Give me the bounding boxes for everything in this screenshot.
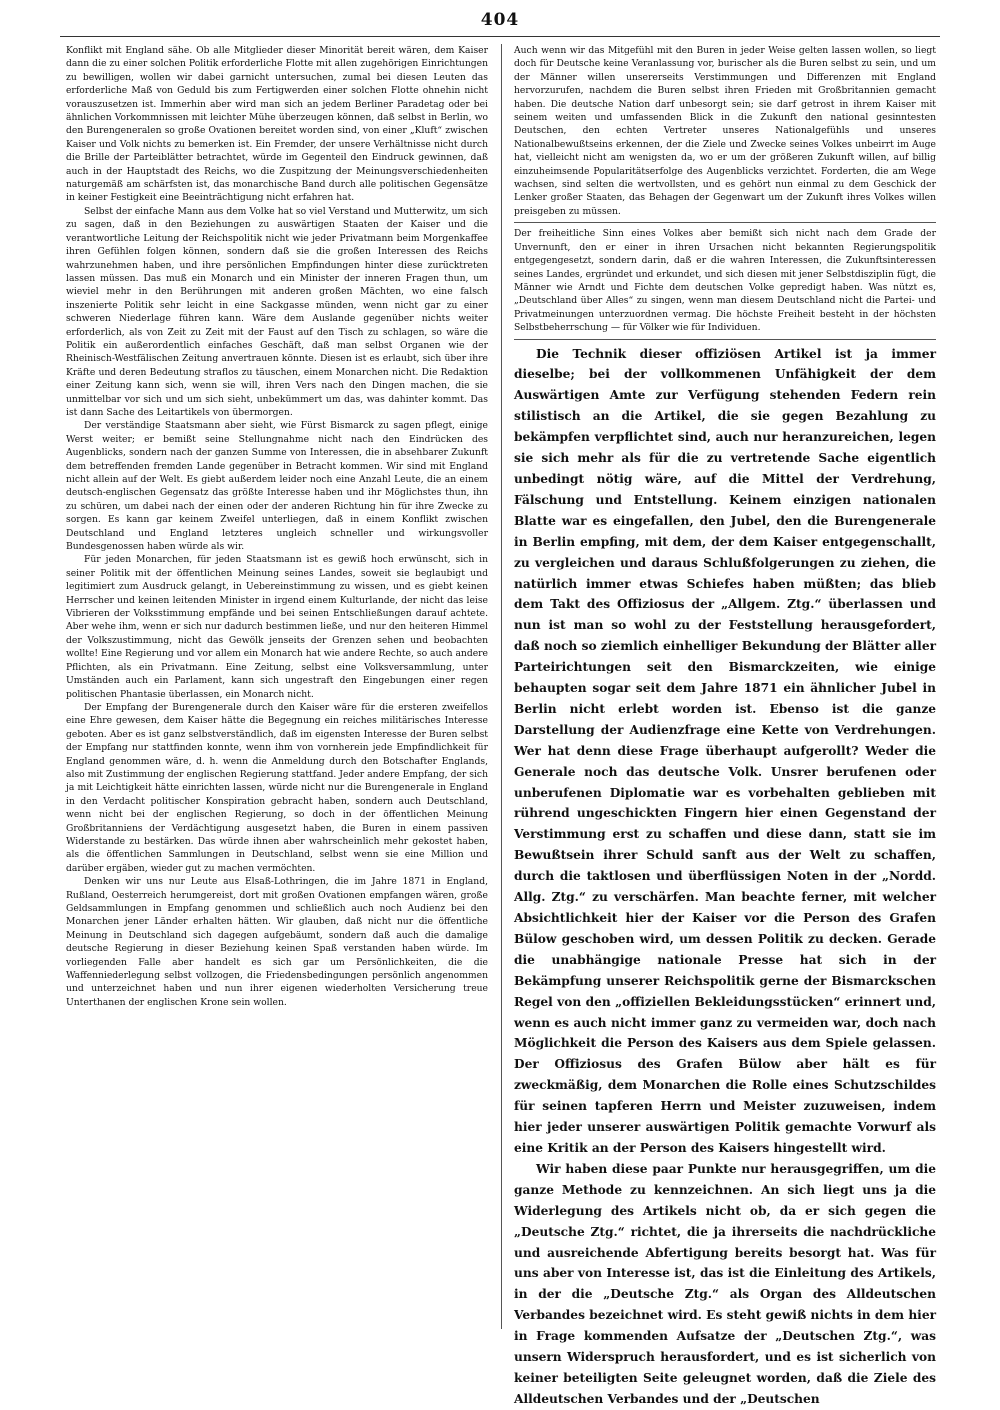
left-paragraph-6: Denken wir uns nur Leute aus Elsaß-Lothringen, die im Jahre 1871 in England, Rußland, Oesterreich herumgereist, dort mit großen Ovationen empfangen wären, große Geldsammlungen in Empfang genommen und schließlich auch noch Audienz bei den Monarchen jener Länder erhalten hätten. Wir glauben, daß nicht nur die öffentliche Meinung in Deutschland sich dagegen aufgebäumt, sondern daß auch die damalige deutsche Regierung in dieser Beziehung keinen Spaß verstanden haben würde. Im vorliegenden Falle aber handelt es sich gar um Persönlichkeiten, die die Waffenniederlegung selbst vollzogen, die Friedensbedingungen persönlich angenommen und unterzeichnet haben und nun ihrer eigenen wiederholten Versicherung treue Unterthanen der englischen Krone sein wollen. <box>66 876 488 1008</box>
left-paragraph-4: Für jeden Monarchen, für jeden Staatsmann ist es gewiß hoch erwünscht, sich in seiner Politik mit der öffentlichen Meinung seines Landes, soweit sie beglaubigt und legitimiert zum Ausdruck gelangt, in Uebereinstimmung zu wissen, und es giebt keinen Herrscher und keinen leitenden Minister in irgend einem Kulturlande, der nicht das leise Vibrieren der Volksstimmung empfände und bei seinen Entschließungen darauf achtete. Aber wehe ihm, wenn er sich nur dadurch bestimmen ließe, und nur den heiteren Himmel der Volkszustimmung, nicht das Gewölk jenseits der Grenzen sehen und beobachten wollte! Eine Regierung und vor allem ein Monarch hat wie andere Rechte, so auch andere Pflichten, als ein Privatmann. Eine Zeitung, selbst eine Volksversammlung, unter Umständen auch ein Parlament, kann sich ungestraft den Eingebungen einer regen politischen Phantasie überlassen, ein Monarch nicht. <box>66 554 488 700</box>
right-small-paragraph-2: Der freiheitliche Sinn eines Volkes aber bemißt sich nicht nach dem Grade der Unvernunft, den er einer in ihren Ursachen nicht bekannten Regierungspolitik entgegengesetzt, sondern darin, daß er die wahren Interessen, die Zukunftsinteressen seines Landes, ergründet und erkundet, und sich diesen mit jener Selbstdisziplin fügt, die Männer wie Arndt und Fichte dem deutschen Volke gepredigt haben. Was nützt es, „Deutschland über Alles“ zu singen, wenn man diesem Deutschland nicht die Partei- und Privatmeinungen unterzuordnen vermag. Die höchste Freiheit besteht in der höchsten Selbstbeherrschung — für Völker wie für Individuen. <box>514 228 936 334</box>
right-column <box>514 44 936 1406</box>
right-small-paragraph-1: Auch wenn wir das Mitgefühl mit den Buren in jeder Weise gelten lassen wollen, so liegt doch für Deutsche keine Veranlassung vor, burischer als die Buren selbst zu sein, und um der Männer willen unsererseits Verstimmungen und Differenzen mit England hervorzurufen, nachdem die Buren selbst ihren Frieden mit Großbritannien gemacht haben. Die deutsche Nation darf unbesorgt sein; sie darf getrost in ihrem Kaiser mit seinem weiten und umfassenden Blick in die Zukunft den national gesinntesten Deutschen, den echten Vertreter unseres Nationalgefühls und unseres Nationalbewußtseins erkennen, der die Ziele und Zwecke seines Volkes unbeirrt im Auge hat, vielleicht nicht am wenigsten da, wo er um der größeren Zukunft willen, auf billig einzuheimsende Popularitätserfolge des Augenblicks verzichtet. Forderten, die am Wege wachsen, sind selten die wertvollsten, und es gehört nun einmal zu dem Geschick der Lenker großer Staaten, das Behagen der Gegenwart um der Zukunft ihres Volkes willen preisgeben zu müssen. <box>514 45 936 217</box>
header-rule <box>60 36 940 37</box>
right-large-paragraph-1: Die Technik dieser offiziösen Artikel ist ja immer dieselbe; bei der vollkommenen Unfähigkeit der dem Auswärtigen Amte zur Verfügung stehenden Federn rein stilistisch an die Artikel, die sie gegen Bezahlung zu bekämpfen verpflichtet sind, auch nur heranzureichen, legen sie sich mehr als für die zu vertretende Sache eigentlich unbedingt nötig wäre, auf die Mittel der Verdrehung, Fälschung und Entstellung. Keinem einzigen nationalen Blatte war es eingefallen, den Jubel, den die Burengenerale in Berlin empfing, mit dem, der dem Kaiser entgegenschallt, zu vergleichen und daraus Schlußfolgerungen zu ziehen, die natürlich immer etwas Schiefes haben müßten; das blieb dem Takt des Offiziosus der „Allgem. Ztg.“ überlassen und nun ist man so wohl zu der Feststellung herausgefordert, daß noch so ziemlich einhelliger Bekundung der Blätter aller Parteirichtungen seit den Bismarckzeiten, wie einige behaupten sogar seit dem Jahre 1871 ein ähnlicher Jubel in Berlin nicht erlebt worden ist. Ebenso ist die ganze Darstellung der Audienzfrage eine Kette von Verdrehungen. Wer hat denn diese Frage überhaupt aufgerollt? Weder die Generale noch das deutsche Volk. Unsrer berufenen oder unberufenen Diplomatie war es vorbehalten geblieben mit rührend ungeschickten Fingern hier einen Gegenstand der Verstimmung erst zu schaffen und diese dann, statt sie im Bewußtsein ihrer Schuld sanft aus der Welt zu schaffen, durch die taktlosen und überflüssigen Noten in der „Nordd. Allg. Ztg.“ zu verschärfen. Man beachte ferner, mit welcher Absichtlichkeit hier der Kaiser vor die Person des Grafen Bülow geschoben wird, um dessen Politik zu decken. Gerade die unabhängige nationale Presse hat sich in der Bekämpfung unserer Reichspolitik gerne der Bismarckschen Regel von den „offiziellen Bekleidungsstücken“ erinnert und, wenn es auch nicht immer ganz zu vermeiden war, doch nach Möglichkeit die Person des Kaisers aus dem Spiele gelassen. Der Offiziosus des Grafen Bülow aber hält es für zweckmäßig, dem Monarchen die Rolle eines Schutzschildes für seinen tapferen Herrn und Meister zuzuweisen, indem hier jeder unserer auswärtigen Politik gemachte Vorwurf als eine Kritik an der Person des Kaisers hingestellt wird. <box>514 346 936 1155</box>
left-paragraph-5: Der Empfang der Burengenerale durch den Kaiser wäre für die ersteren zweifellos eine Ehre gewesen, dem Kaiser hätte die Begegnung ein reiches militärisches Interesse geboten. Aber es ist ganz selbstverständlich, daß im eigensten Interesse der Buren selbst der Empfang nur stattfinden konnte, wenn ihm von vornherein jede Empfindlichkeit für England genommen wäre, d. h. wenn die Anmeldung durch den Botschafter Englands, also mit Zustimmung der englischen Regierung stattfand. Jeder andere Empfang, der sich ja mit Leichtigkeit hätte einrichten lassen, würde nicht nur die Burengenerale in England in den Verdacht politischer Konspiration gebracht haben, sondern auch Deutschland, wenn nicht bei der englischen Regierung, so doch in der öffentlichen Meinung Großbritanniens der Verdächtigung ausgesetzt haben, die Buren in einem passiven Widerstande zu bestärken. Das würde ihnen aber wahrscheinlich mehr gekostet haben, als die öffentlichen Sammlungen in Deutschland, selbst wenn sie eine Million und darüber ergäben, wieder gut zu machen vermöchten. <box>66 701 488 874</box>
left-column <box>66 44 488 1329</box>
column-divider <box>501 44 502 1329</box>
left-paragraph-1: Konflikt mit England sähe. Ob alle Mitglieder dieser Minorität bereit wären, dem Kaiser dann die zu einer solchen Politik erforderliche Flotte mit allen zugehörigen Einrichtungen zu bewilligen, wollen wir dabei garnicht untersuchen, zumal bei diesen Leuten das erforderliche Maß von Geduld bis zum Fertigwerden einer solchen Flotte ohnehin nicht vorauszusetzen ist. Immerhin aber wird man sich an jedem Berliner Paradetag oder bei ähnlichen Vorkommnissen mit leichter Mühe überzeugen können, daß selbst in Berlin, wo den Burengeneralen so große Ovationen bereitet worden sind, von einer „Kluft“ zwischen Kaiser und Volk nichts zu bemerken ist. Ein Fremder, der unsere Verhältnisse nicht durch die Brille der Parteiblätter betrachtet, würde im Gegenteil den Eindruck gewinnen, daß auch in der Hauptstadt des Reichs, wo die Zuspitzung der Meinungsverschiedenheiten naturgemäß am schärfsten ist, das monarchische Band durch alle politischen Gegensätze in keiner Festigkeit eine Beeinträchtigung nicht erfahren hat. <box>66 45 488 204</box>
section-rule-2 <box>514 339 936 340</box>
left-paragraph-2: Selbst der einfache Mann aus dem Volke hat so viel Verstand und Mutterwitz, um sich zu sagen, daß in den Beziehungen zu auswärtigen Staaten der Kaiser und die verantwortliche Leitung der Reichspolitik nicht wie jeder Privatmann beim Morgenkaffee ihren Gefühlen folgen können, sondern daß sie die großen Interessen des Reichs wahrzunehmen haben, und ihre persönlichen Empfindungen hinter diese zurücktreten lassen müssen. Das muß ein Monarch und ein Minister der inneren Fragen thun, um wieviel mehr in den Berührungen mit anderen großen Mächten, wo eine falsch inszenierte Politik sehr leicht in eine Sackgasse münden, wenn nicht gar zu einer schweren Niederlage führen kann. Wäre dem Auslande gegenüber nichts weiter erforderlich, als von Zeit zu Zeit mit der Faust auf den Tisch zu schlagen, so wäre die Politik ein außerordentlich einfaches Geschäft, daß man selbst Organen wie der Rheinisch-Westfälischen Zeitung anvertrauen könnte. Diesen ist es erlaubt, sich über ihre Kräfte und deren Bedeutung straflos zu täuschen, einem Monarchen nicht. Die Redaktion einer Zeitung kann sich, wenn sie will, ihren Vers nach den Dingen machen, die sie unmittelbar vor sich und um sich sieht, unbekümmert um das, was dahinter kommt. Das ist dann Sache des Leitartikels von übermorgen. <box>66 205 488 418</box>
right-large-paragraph-2: Wir haben diese paar Punkte nur herausgegriffen, um die ganze Methode zu kennzeichnen. An sich liegt uns ja die Widerlegung des Artikels nicht ob, da er sich gegen die „Deutsche Ztg.“ richtet, die ja ihrerseits die nachdrückliche und ausreichende Abfertigung bereits besorgt hat. Was für uns aber von Interesse ist, das ist die Einleitung des Artikels, in der die „Deutsche Ztg.“ als Organ des Alldeutschen Verbandes bezeichnet wird. Es steht gewiß nichts in dem hier in Frage kommenden Aufsatze der „Deutschen Ztg.“, was unsern Widerspruch herausfordert, und es ist sicherlich von keiner beteiligten Seite geleugnet worden, daß die Ziele des Alldeutschen Verbandes und der „Deutschen <box>514 1161 936 1406</box>
section-rule <box>514 222 936 223</box>
left-paragraph-3: Der verständige Staatsmann aber sieht, wie Fürst Bismarck zu sagen pflegt, einige Werst weiter; er bemißt seine Stellungnahme nicht nach den Eindrücken des Augenblicks, sondern nach der ganzen Summe von Interessen, die in absehbarer Zukunft dem betreffenden fremden Lande gegenüber in Betracht kommen. Wir sind mit England nicht allein auf der Welt. Es giebt außerdem leider noch eine Anzahl Leute, die an einem deutsch-englischen Gegensatz das größte Interesse haben und ihr Möglichstes thun, ihn zu schüren, um dabei nach der einen oder der anderen Richtung hin für ihre Zwecke zu sorgen. Es kann gar keinem Zweifel unterliegen, daß in einem Konflikt zwischen Deutschland und England letzteres ungleich schneller und wirkungsvoller Bundesgenossen haben würde als wir. <box>66 420 488 553</box>
page-number: 404 <box>480 10 520 30</box>
